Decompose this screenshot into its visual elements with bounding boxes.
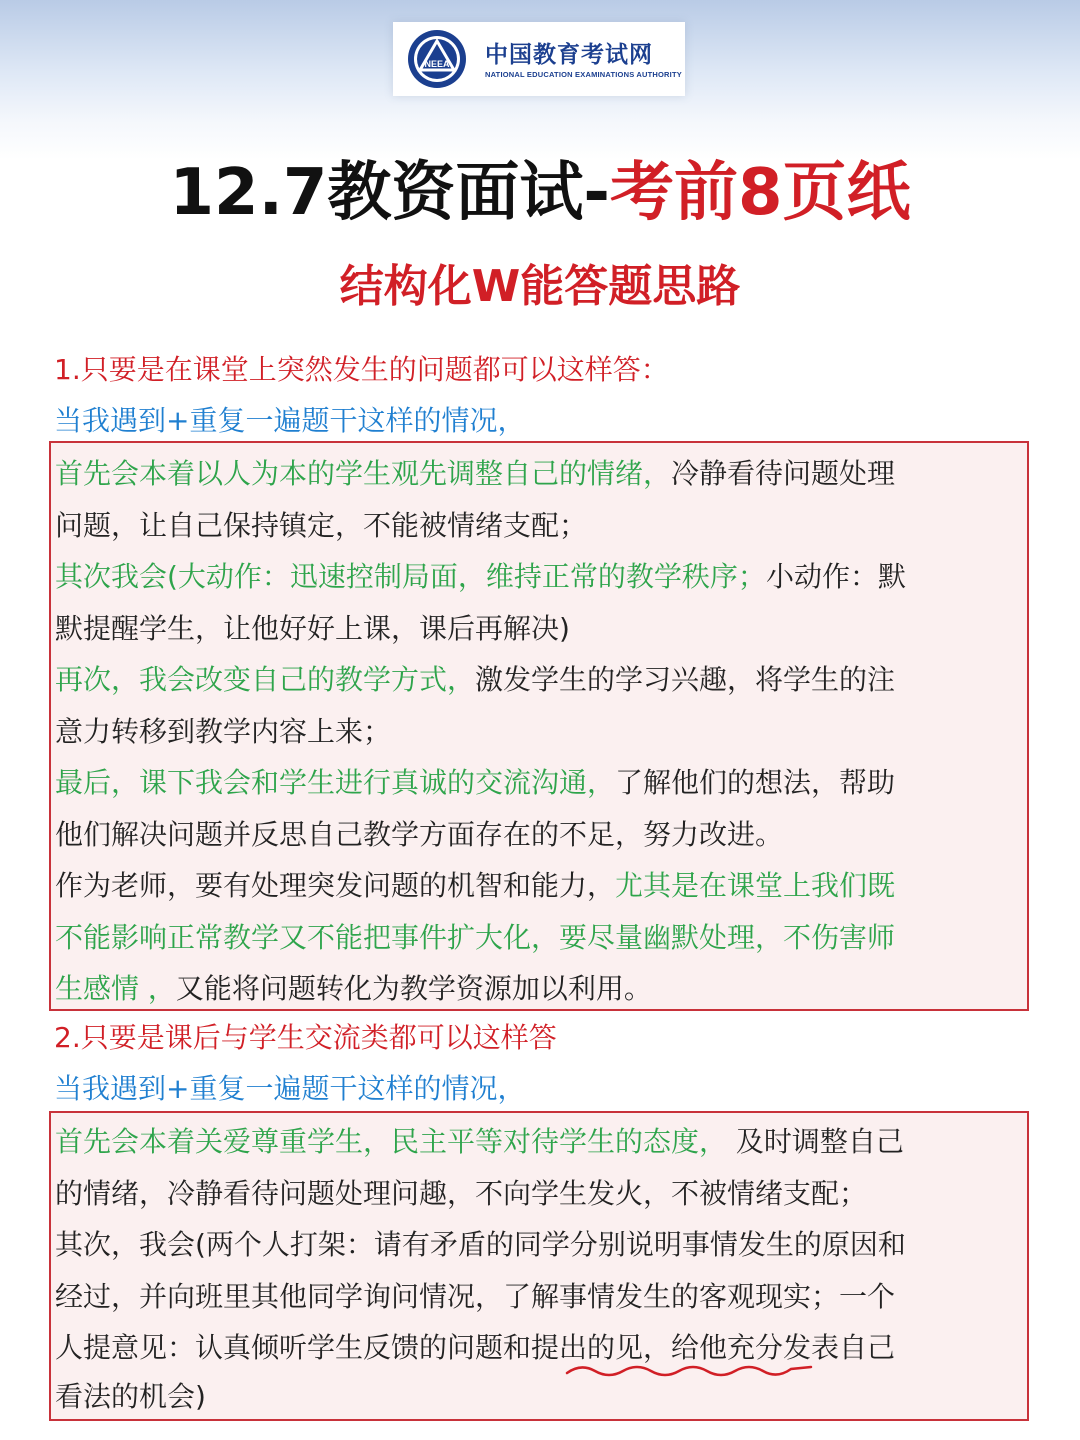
section1-heading: 1.只要是在课堂上突然发生的问题都可以这样答： — [54, 353, 669, 386]
title-red-part: 考前8页纸 — [609, 156, 911, 230]
answer-line: 首先会本着以人为本的学生观先调整自己的情绪，冷静看待问题处理 — [55, 457, 896, 490]
answer-line: 其次我会(大动作：迅速控制局面，维持正常的教学秩序；小动作：默 — [55, 560, 906, 593]
logo-name-cn: 中国教育考试网 — [485, 42, 653, 68]
section1-intro: 当我遇到+重复一遍题干这样的情况， — [54, 404, 526, 437]
answer-line: 作为老师，要有处理突发问题的机智和能力，尤其是在课堂上我们既 — [55, 869, 896, 902]
answer-line: 再次，我会改变自己的教学方式，激发学生的学习兴趣，将学生的注 — [55, 663, 896, 696]
answer-line: 默提醒学生，让他好好上课，课后再解决) — [55, 612, 570, 645]
answer-line: 最后，课下我会和学生进行真诚的交流沟通，了解他们的想法，帮助 — [55, 766, 896, 799]
title-black-part: 12.7教资面试- — [169, 156, 610, 230]
answer-line: 的情绪，冷静看待问题处理问趣，不向学生发火，不被情绪支配； — [55, 1177, 868, 1210]
answer-line: 经过，并向班里其他同学询问情况，了解事情发生的客观现实；一个 — [55, 1280, 896, 1313]
logo-banner — [393, 22, 685, 96]
section2-heading: 2.只要是课后与学生交流类都可以这样答 — [54, 1021, 557, 1054]
answer-line: 他们解决问题并反思自己教学方面存在的不足，努力改进。 — [55, 818, 784, 851]
section2-answer-box — [49, 1111, 1029, 1421]
section2-intro: 当我遇到+重复一遍题干这样的情况， — [54, 1072, 526, 1105]
answer-line: 人提意见：认真倾听学生反馈的问题和提出的见，给他充分发表自己 — [55, 1331, 896, 1364]
answer-line: 看法的机会) — [55, 1380, 206, 1413]
svg-text:NEEA: NEEA — [424, 59, 450, 69]
page-title — [0, 150, 1080, 236]
answer-line: 生感情 ，又能将问题转化为教学资源加以利用。 — [55, 972, 652, 1005]
answer-line: 意力转移到教学内容上来； — [55, 715, 392, 748]
wavy-underline-mark — [565, 1361, 815, 1381]
page-subtitle: 结构化W能答题思路 — [339, 261, 741, 312]
answer-line: 其次，我会(两个人打架：请有矛盾的同学分别说明事情发生的原因和 — [55, 1228, 906, 1261]
answer-line: 首先会本着关爱尊重学生，民主平等对待学生的态度， 及时调整自己 — [55, 1125, 904, 1158]
answer-line: 不能影响正常教学又不能把事件扩大化，要尽量幽默处理，不伤害师 — [55, 921, 896, 954]
neea-emblem-icon — [407, 29, 467, 89]
section1-answer-box — [49, 441, 1029, 1011]
logo-name-en: NATIONAL EDUCATION EXAMINATIONS AUTHORITY — [485, 70, 682, 79]
answer-line: 问题，让自己保持镇定，不能被情绪支配； — [55, 509, 588, 542]
